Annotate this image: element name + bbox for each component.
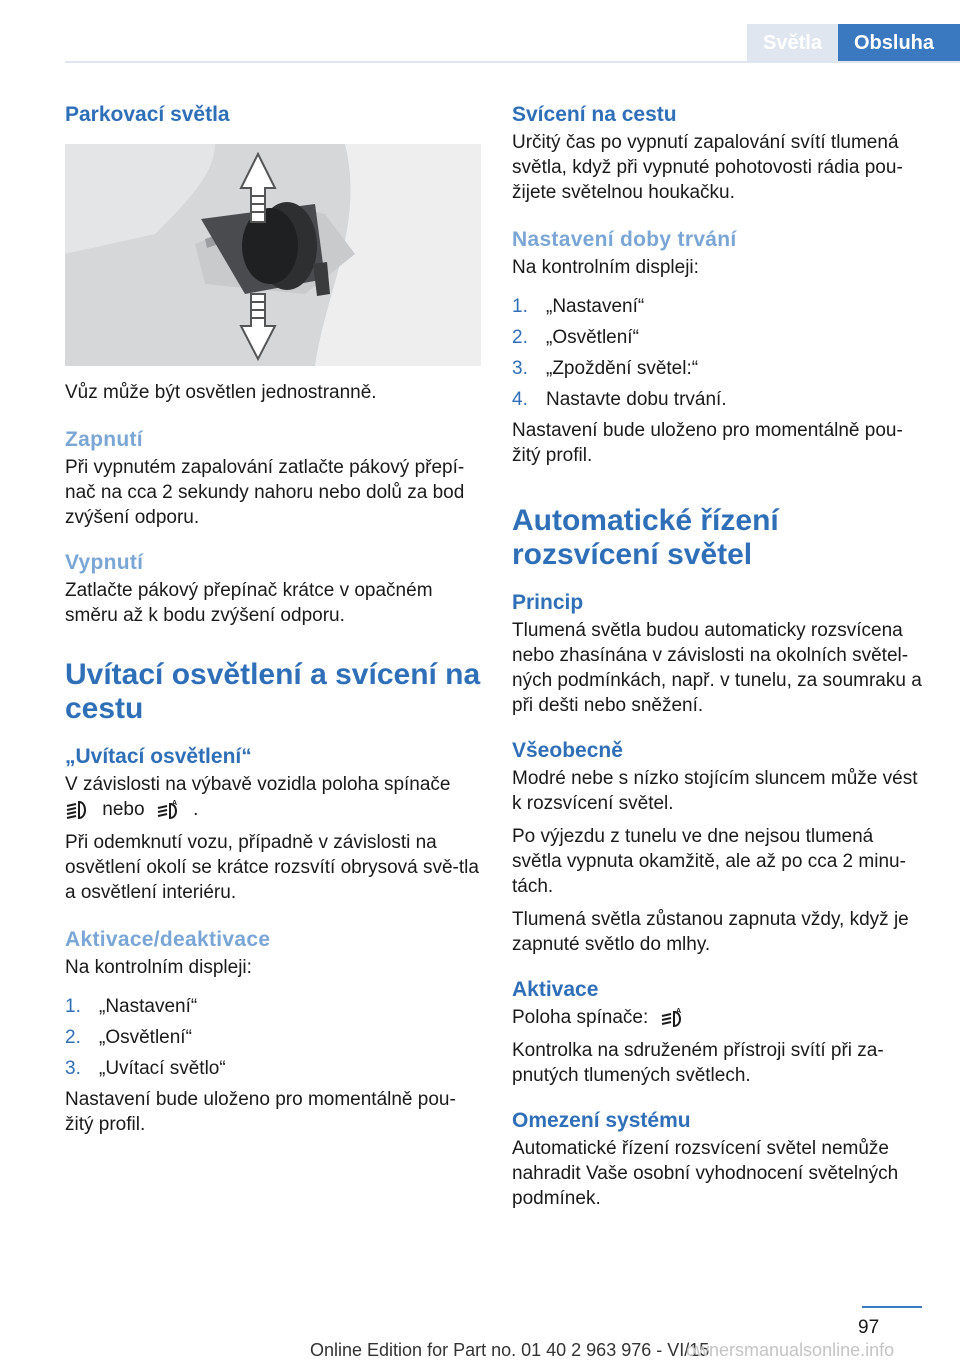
welcome-light-description: Při odemknutí vozu, případně v závislosti na osvětlení okolí se krátce rozsvítí obrysová svě‐tla a osvětlení interiéru. [65, 832, 479, 903]
limits-heading: Omezení systému [512, 1109, 691, 1132]
left-column [65, 100, 481, 1137]
auto-light-icon [156, 799, 182, 821]
low-beam-icon [65, 799, 91, 821]
auto-activation-heading: Aktivace [512, 978, 599, 1001]
right-column [512, 100, 926, 1211]
list-item: 2. „Osvětlení“ [65, 1027, 192, 1048]
list-item: 2. „Osvětlení“ [512, 327, 639, 348]
activation-intro: Na kontrolním displeji: [65, 957, 252, 978]
welcome-text-or: nebo [102, 799, 145, 820]
list-item: 4. Nastavte dobu trvání. [512, 389, 727, 410]
welcome-light-heading: „Uvítací osvětlení“ [65, 745, 252, 768]
auto-activation-text: Poloha spínače: A [512, 1005, 926, 1030]
general-text-c: Tlumená světla zůstanou zapnuta vždy, když je zapnuté světlo do mlhy. [512, 909, 909, 955]
switch-on-heading: Zapnutí [65, 428, 143, 451]
list-item: 1. „Nastavení“ [65, 996, 198, 1017]
general-text-b: Po výjezdu z tunelu ve dne nejsou tlumená světla vypnuta okamžitě, ale až po cca 2 minu‐tách. [512, 826, 906, 897]
svg-text:A: A [675, 1007, 681, 1015]
auto-light-icon [660, 1007, 686, 1029]
edition-note: Online Edition for Part no. 01 40 2 963 976 - VI/15 [310, 1340, 710, 1360]
list-item: 3. „Zpoždění světel:“ [512, 358, 699, 379]
list-item: 1. „Nastavení“ [512, 296, 645, 317]
parking-lights-heading: Parkovací světla [65, 103, 230, 126]
home-lighting-heading: Svícení na cestu [512, 103, 677, 126]
welcome-text-end: . [193, 799, 199, 820]
duration-steps [512, 294, 926, 412]
principle-text: Tlumená světla budou automaticky rozsvícena nebo zhasínána v závislosti na okolních světel‐ných podmínkách, např. v tunelu, za soumraku a při dešti nebo sněžení. [512, 620, 922, 716]
chapter-tab: Obsluha [838, 24, 960, 62]
svg-text:A: A [171, 799, 177, 807]
header-tabs [747, 24, 960, 62]
welcome-light-text [65, 772, 481, 822]
general-heading: Všeobecně [512, 739, 623, 762]
activation-heading: Aktivace/deaktivace [65, 928, 271, 951]
section-heading-auto-lights: Automatické řízení rozsvícení světel [512, 504, 779, 571]
principle-heading: Princip [512, 591, 584, 614]
general-text-a: Modré nebe s nízko stojícím sluncem může vést k rozsvícení světel. [512, 768, 918, 814]
switch-off-text: Zatlačte pákový přepínač krátce v opačném směru až k bodu zvýšení odporu. [65, 580, 433, 626]
auto-activation-indicator: Kontrolka na sdruženém přístroji svítí při za‐pnutých tlumených světlech. [512, 1040, 884, 1086]
home-lighting-text: Určitý čas po vypnutí zapalování svítí tlumená světla, když při vypnuté pohotovosti rádia pou‐žijete světelnou houkačku. [512, 132, 903, 203]
duration-intro: Na kontrolním displeji: [512, 257, 699, 278]
list-item: 3. „Uvítací světlo“ [65, 1058, 226, 1079]
activation-note: Nastavení bude uloženo pro momentálně pou‐žitý profil. [65, 1089, 456, 1135]
duration-heading: Nastavení doby trvání [512, 228, 737, 251]
activation-steps [65, 994, 481, 1081]
header-rule [65, 61, 960, 63]
figure-caption: Vůz může být osvětlen jednostranně. [65, 382, 377, 403]
turn-signal-stalk-illustration [65, 144, 481, 366]
watermark: ownersmanualsonline.info [686, 1340, 895, 1360]
section-heading-welcome: Uvítací osvětlení a svícení na cestu [65, 658, 481, 725]
welcome-text-a: V závislosti na výbavě vozidla poloha spínače [65, 774, 451, 795]
footer-rule [862, 1306, 922, 1308]
switch-on-text: Při vypnutém zapalování zatlačte pákový přepí‐nač na cca 2 sekundy nahoru nebo dolů za bod zvýšení odporu. [65, 457, 465, 528]
duration-note: Nastavení bude uloženo pro momentálně pou‐žitý profil. [512, 420, 903, 466]
page-number: 97 [858, 1317, 880, 1338]
limits-text: Automatické řízení rozsvícení světel nemůže nahradit Vaše osobní vyhodnocení světelných podmínek. [512, 1138, 899, 1209]
switch-off-heading: Vypnutí [65, 551, 144, 574]
section-tab: Světla [747, 24, 838, 62]
